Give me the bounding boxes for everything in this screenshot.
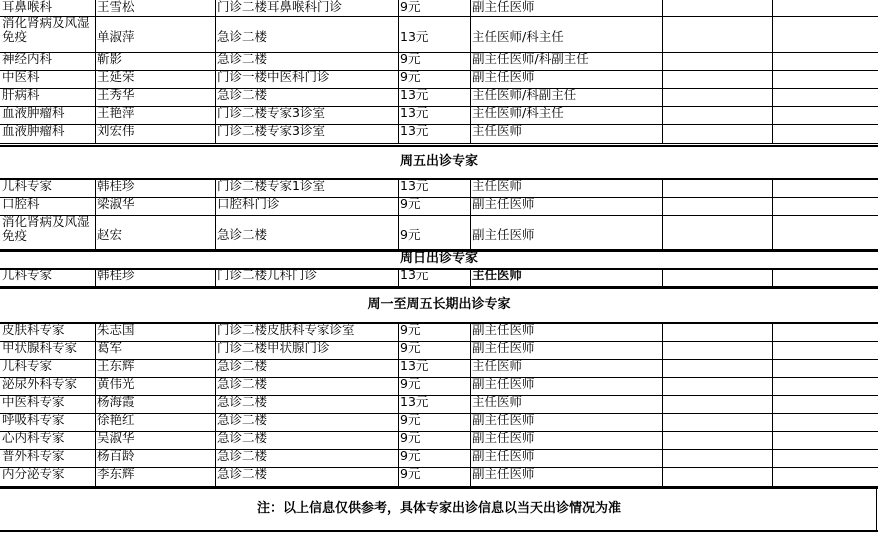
grid-line xyxy=(398,0,399,16)
location-cell: 口腔科门诊 xyxy=(217,196,280,211)
grid-line xyxy=(662,323,663,341)
dept-cell: 中医科专家 xyxy=(2,394,65,409)
grid-line xyxy=(398,179,399,197)
grid-line xyxy=(772,413,773,431)
grid-line xyxy=(215,268,216,286)
section-header: 周一至周五长期出诊专家 xyxy=(367,297,511,312)
fee-cell: 13元 xyxy=(400,105,429,120)
title-cell: 副主任医师 xyxy=(472,430,535,445)
grid-line xyxy=(215,341,216,359)
grid-line xyxy=(215,323,216,341)
grid-line xyxy=(470,179,471,197)
grid-line xyxy=(215,215,216,249)
location-cell: 门诊一楼中医科门诊 xyxy=(217,69,330,84)
section-header: 周五出诊专家 xyxy=(399,154,478,169)
fee-cell: 13元 xyxy=(400,29,429,44)
dept-cell: 中医科 xyxy=(2,69,40,84)
location-cell: 门诊二楼专家3诊室 xyxy=(217,105,325,120)
doctor-cell: 刘宏伟 xyxy=(97,123,135,138)
grid-line xyxy=(95,70,96,88)
grid-line xyxy=(95,106,96,124)
dept-cell: 泌尿外科专家 xyxy=(2,376,78,391)
fee-cell: 9元 xyxy=(400,51,421,66)
grid-line xyxy=(772,323,773,341)
fee-cell: 9元 xyxy=(400,69,421,84)
grid-line xyxy=(662,179,663,197)
fee-cell: 13元 xyxy=(400,358,429,373)
grid-line xyxy=(772,0,773,16)
doctor-cell: 王艳萍 xyxy=(97,105,135,120)
grid-line xyxy=(470,377,471,395)
grid-line xyxy=(470,197,471,215)
doctor-cell: 王延荣 xyxy=(97,69,135,84)
grid-line xyxy=(95,268,96,286)
title-cell: 主任医师 xyxy=(472,178,523,193)
grid-line xyxy=(470,70,471,88)
fee-cell: 13元 xyxy=(400,178,429,193)
grid-line xyxy=(662,431,663,449)
grid-line xyxy=(95,377,96,395)
grid-line xyxy=(215,16,216,52)
grid-line xyxy=(470,413,471,431)
grid-line xyxy=(95,0,96,16)
doctor-cell: 黄伟光 xyxy=(97,376,135,391)
grid-line xyxy=(398,88,399,106)
grid-line xyxy=(95,52,96,70)
grid-line xyxy=(772,467,773,486)
grid-line xyxy=(772,16,773,52)
dept-cell: 儿科专家 xyxy=(2,178,53,193)
doctor-cell: 王雪松 xyxy=(97,0,135,14)
grid-line xyxy=(772,215,773,249)
fee-cell: 9元 xyxy=(400,196,421,211)
fee-cell: 13元 xyxy=(400,267,429,282)
dept-cell: 血液肿瘤科 xyxy=(2,105,65,120)
grid-line xyxy=(662,106,663,124)
grid-line xyxy=(772,449,773,467)
doctor-cell: 吴淑华 xyxy=(97,430,135,445)
grid-line xyxy=(95,197,96,215)
title-cell: 副主任医师 xyxy=(472,376,535,391)
grid-line xyxy=(215,106,216,124)
dept-cell: 儿科专家 xyxy=(2,358,53,373)
grid-line xyxy=(95,431,96,449)
grid-line xyxy=(95,16,96,52)
grid-line xyxy=(398,106,399,124)
dept-cell: 甲状腺科专家 xyxy=(2,340,78,355)
grid-line xyxy=(772,377,773,395)
dept-cell: 普外科专家 xyxy=(2,448,65,463)
title-cell: 副主任医师 xyxy=(472,466,535,481)
location-cell: 急诊二楼 xyxy=(217,87,268,102)
grid-line xyxy=(398,377,399,395)
doctor-cell: 王秀华 xyxy=(97,87,135,102)
grid-line xyxy=(215,179,216,197)
title-cell: 副主任医师 xyxy=(472,448,535,463)
location-cell: 急诊二楼 xyxy=(217,412,268,427)
fee-cell: 9元 xyxy=(400,448,421,463)
grid-line xyxy=(215,413,216,431)
title-cell: 主任医师/科主任 xyxy=(472,105,564,120)
grid-line xyxy=(398,215,399,249)
grid-line xyxy=(470,395,471,413)
grid-line xyxy=(662,341,663,359)
doctor-cell: 王东辉 xyxy=(97,358,135,373)
doctor-cell: 徐艳红 xyxy=(97,412,135,427)
grid-line xyxy=(215,197,216,215)
fee-cell: 13元 xyxy=(400,394,429,409)
grid-line xyxy=(470,268,471,286)
grid-line xyxy=(398,341,399,359)
grid-line xyxy=(95,467,96,486)
location-cell: 门诊二楼甲状腺门诊 xyxy=(217,340,330,355)
fee-cell: 13元 xyxy=(400,87,429,102)
title-cell: 副主任医师 xyxy=(472,69,535,84)
location-cell: 急诊二楼 xyxy=(217,376,268,391)
grid-line xyxy=(662,124,663,143)
doctor-cell: 李东辉 xyxy=(97,466,135,481)
grid-line xyxy=(662,16,663,52)
dept-cell: 血液肿瘤科 xyxy=(2,123,65,138)
grid-line xyxy=(662,449,663,467)
grid-line xyxy=(215,449,216,467)
grid-line xyxy=(95,215,96,249)
grid-line xyxy=(470,16,471,52)
fee-cell: 9元 xyxy=(400,412,421,427)
dept-cell: 心内科专家 xyxy=(2,430,65,445)
title-cell: 主任医师 xyxy=(472,267,523,282)
doctor-cell: 梁淑华 xyxy=(97,196,135,211)
fee-cell: 9元 xyxy=(400,466,421,481)
fee-cell: 9元 xyxy=(400,322,421,337)
location-cell: 急诊二楼 xyxy=(217,227,268,242)
title-cell: 副主任医师 xyxy=(472,196,535,211)
grid-line xyxy=(772,341,773,359)
footer-note: 注：以上信息仅供参考，具体专家出诊信息以当天出诊情况为准 xyxy=(256,501,621,516)
grid-line xyxy=(772,179,773,197)
title-cell: 主任医师 xyxy=(472,123,523,138)
grid-line xyxy=(398,431,399,449)
title-cell: 副主任医师/科副主任 xyxy=(472,51,589,66)
grid-line xyxy=(95,124,96,143)
grid-line xyxy=(662,268,663,286)
doctor-cell: 朱志国 xyxy=(97,322,135,337)
grid-line xyxy=(662,413,663,431)
grid-line xyxy=(470,467,471,486)
grid-line xyxy=(772,268,773,286)
grid-line xyxy=(215,377,216,395)
grid-line xyxy=(470,431,471,449)
grid-line xyxy=(662,377,663,395)
grid-line xyxy=(398,449,399,467)
grid-line xyxy=(662,359,663,377)
grid-line xyxy=(398,268,399,286)
grid-line xyxy=(876,487,877,530)
grid-line xyxy=(470,341,471,359)
location-cell: 门诊二楼专家1诊室 xyxy=(217,178,325,193)
dept-cell: 儿科专家 xyxy=(2,267,53,282)
dept-cell: 皮肤科专家 xyxy=(2,322,65,337)
grid-line xyxy=(398,70,399,88)
fee-cell: 9元 xyxy=(400,227,421,242)
grid-line xyxy=(95,395,96,413)
grid-line xyxy=(215,124,216,143)
grid-line xyxy=(662,395,663,413)
grid-line xyxy=(470,449,471,467)
grid-line xyxy=(398,413,399,431)
title-cell: 副主任医师 xyxy=(472,340,535,355)
grid-line xyxy=(215,70,216,88)
grid-line xyxy=(470,106,471,124)
grid-line xyxy=(215,0,216,16)
title-cell: 副主任医师 xyxy=(472,227,535,242)
grid-line xyxy=(398,16,399,52)
location-cell: 门诊二楼皮肤科专家诊室 xyxy=(217,322,355,337)
grid-line xyxy=(470,124,471,143)
grid-line xyxy=(470,215,471,249)
location-cell: 急诊二楼 xyxy=(217,394,268,409)
grid-line xyxy=(95,323,96,341)
title-cell: 主任医师/科主任 xyxy=(472,29,564,44)
grid-line xyxy=(398,467,399,486)
doctor-cell: 韩桂珍 xyxy=(97,267,135,282)
grid-line xyxy=(662,88,663,106)
location-cell: 急诊二楼 xyxy=(217,358,268,373)
fee-cell: 9元 xyxy=(400,430,421,445)
grid-line xyxy=(215,88,216,106)
location-cell: 急诊二楼 xyxy=(217,430,268,445)
grid-line xyxy=(662,215,663,249)
grid-line xyxy=(398,323,399,341)
grid-line xyxy=(0,530,878,532)
doctor-cell: 单淑萍 xyxy=(97,29,135,44)
dept-cell: 消化肾病及风湿免疫 xyxy=(2,15,90,45)
doctor-cell: 韩桂珍 xyxy=(97,178,135,193)
location-cell: 急诊二楼 xyxy=(217,51,268,66)
dept-cell: 神经内科 xyxy=(2,51,53,66)
doctor-cell: 赵宏 xyxy=(97,227,123,242)
location-cell: 急诊二楼 xyxy=(217,29,268,44)
grid-line xyxy=(470,52,471,70)
grid-line xyxy=(470,88,471,106)
fee-cell: 9元 xyxy=(400,376,421,391)
grid-line xyxy=(95,88,96,106)
doctor-cell: 杨海霞 xyxy=(97,394,135,409)
grid-line xyxy=(95,341,96,359)
fee-cell: 13元 xyxy=(400,123,429,138)
title-cell: 副主任医师 xyxy=(472,0,535,14)
grid-line xyxy=(772,395,773,413)
grid-line xyxy=(772,70,773,88)
grid-line xyxy=(772,124,773,143)
grid-line xyxy=(772,359,773,377)
doctor-cell: 葛军 xyxy=(97,340,123,355)
grid-line xyxy=(95,179,96,197)
title-cell: 主任医师 xyxy=(472,394,523,409)
title-cell: 副主任医师 xyxy=(472,412,535,427)
title-cell: 主任医师 xyxy=(472,358,523,373)
grid-line xyxy=(215,52,216,70)
grid-line xyxy=(772,52,773,70)
grid-line xyxy=(398,124,399,143)
grid-line xyxy=(398,395,399,413)
grid-line xyxy=(398,359,399,377)
grid-line xyxy=(662,197,663,215)
dept-cell: 口腔科 xyxy=(2,196,40,211)
title-cell: 副主任医师 xyxy=(472,322,535,337)
grid-line xyxy=(95,413,96,431)
doctor-cell: 靳影 xyxy=(97,51,123,66)
grid-line xyxy=(470,0,471,16)
fee-cell: 9元 xyxy=(400,340,421,355)
grid-line xyxy=(95,449,96,467)
location-cell: 门诊二楼专家3诊室 xyxy=(217,123,325,138)
grid-line xyxy=(662,70,663,88)
grid-line xyxy=(398,197,399,215)
grid-line xyxy=(215,431,216,449)
grid-line xyxy=(215,467,216,486)
grid-line xyxy=(662,467,663,486)
dept-cell: 消化肾病及风湿免疫 xyxy=(2,214,90,244)
grid-line xyxy=(470,323,471,341)
grid-line xyxy=(470,359,471,377)
location-cell: 门诊二楼儿科门诊 xyxy=(217,267,318,282)
doctor-cell: 杨百龄 xyxy=(97,448,135,463)
section-header: 周日出诊专家 xyxy=(399,251,478,266)
grid-line xyxy=(215,359,216,377)
fee-cell: 9元 xyxy=(400,0,421,14)
grid-line xyxy=(215,395,216,413)
location-cell: 门诊二楼耳鼻喉科门诊 xyxy=(217,0,343,14)
dept-cell: 耳鼻喉科 xyxy=(2,0,53,14)
dept-cell: 内分泌专家 xyxy=(2,466,65,481)
grid-line xyxy=(772,431,773,449)
grid-line xyxy=(772,88,773,106)
grid-line xyxy=(772,106,773,124)
grid-line xyxy=(772,197,773,215)
grid-line xyxy=(662,52,663,70)
dept-cell: 肝病科 xyxy=(2,87,40,102)
location-cell: 急诊二楼 xyxy=(217,466,268,481)
dept-cell: 呼吸科专家 xyxy=(2,412,65,427)
grid-line xyxy=(95,359,96,377)
location-cell: 急诊二楼 xyxy=(217,448,268,463)
grid-line xyxy=(0,143,878,144)
grid-line xyxy=(662,0,663,16)
grid-line xyxy=(398,52,399,70)
title-cell: 主任医师/科副主任 xyxy=(472,87,577,102)
